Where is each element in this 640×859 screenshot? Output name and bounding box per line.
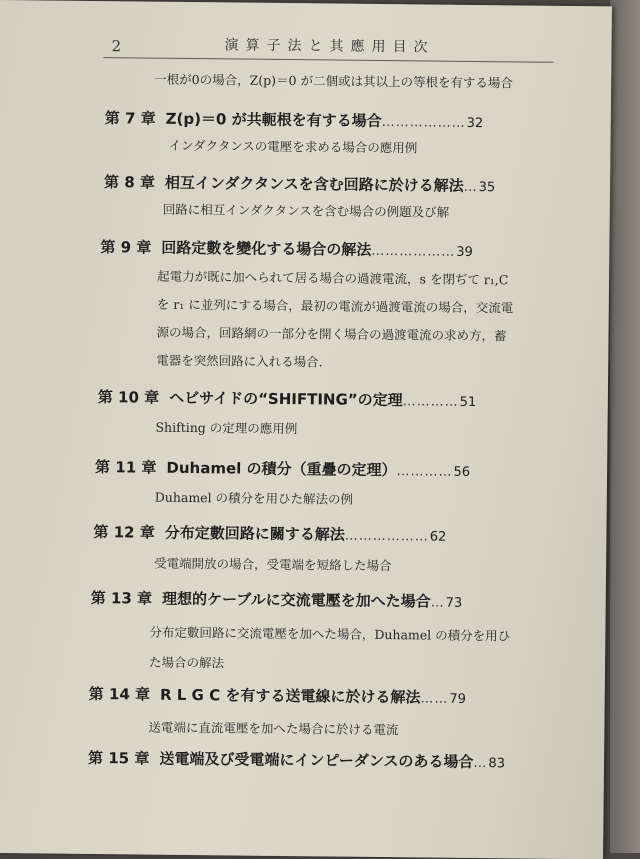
- chapter-title: 相互インダクタンスを含む回路に於ける解法: [164, 173, 464, 195]
- chapter-8-sub-1: 回路に相互インダクタンスを含む場合の例題及び解: [162, 201, 450, 220]
- toc-chapter-9[interactable]: [100, 236, 473, 261]
- chapter-10-sub-1: Shifting の定理の應用例: [155, 419, 298, 437]
- toc-chapter-7[interactable]: [105, 107, 484, 132]
- chapter-title: 送電端及び受電端にインピーダンスのある場合: [159, 749, 474, 771]
- chapter-title: R L G C を有する送電線に於ける解法: [159, 685, 421, 707]
- chapter-label: 第 7 章: [104, 109, 156, 128]
- chapter-title: 分布定數回路に關する解法: [164, 523, 345, 544]
- chapter-9-sub-2: を r₁ に並列にする場合，最初の電流が過渡電流の場合，交流電: [156, 296, 514, 316]
- chapter-page: 32: [466, 115, 484, 132]
- leader-dots: ………………: [344, 528, 429, 545]
- chapter-label: 第 8 章: [104, 173, 156, 192]
- chapter-title: 理想的ケーブルに交流電壓を加へた場合: [161, 589, 431, 611]
- chapter-13-sub-1: 分布定數回路に交流電壓を加へた場合，Duhamel の積分を用ひ: [149, 624, 511, 644]
- chapter-page: 39: [456, 244, 473, 260]
- leader-dots: …: [473, 756, 488, 772]
- chapter-page: 51: [459, 394, 477, 411]
- chapter-label: 第 11 章: [95, 458, 157, 477]
- page-number: 2: [111, 37, 122, 56]
- chapter-title: Z(p)＝0 が共軛根を有する場合: [165, 109, 382, 131]
- leader-dots: ………………: [381, 115, 466, 131]
- leader-dots: ………………: [371, 243, 456, 260]
- running-title: 演算子法と其應用目次: [224, 37, 435, 56]
- toc-chapter-12[interactable]: [93, 521, 446, 546]
- chapter-9-sub-4: 電器を突然回路に入れる場合．: [156, 352, 332, 370]
- leader-dots: …: [463, 179, 478, 196]
- chapter-12-sub-1: 受電端開放の場合，受電端を短絡した場合: [154, 555, 392, 574]
- leader-dots: ……: [420, 691, 449, 707]
- chapter-label: 第 15 章: [87, 748, 150, 768]
- chapter-title: 回路定數を變化する場合の解法: [161, 238, 372, 259]
- chapter-label: 第 14 章: [88, 684, 151, 704]
- chapter-page: 79: [449, 691, 466, 707]
- chapter-page: 83: [488, 756, 506, 772]
- chapter-page: 73: [445, 595, 463, 611]
- toc-chapter-14[interactable]: [89, 683, 466, 708]
- toc-chapter-13[interactable]: [91, 587, 463, 612]
- chapter-page: 56: [453, 464, 471, 480]
- chapter-13-sub-2: た場合の解法: [148, 654, 225, 671]
- chapter-page: 35: [478, 180, 496, 196]
- chapter-9-sub-3: 源の場合，回路網の一部分を開く場合の過渡電流の求め方，蓄: [156, 324, 507, 344]
- chapter-title: Duhamel の積分（重疊の定理）: [166, 458, 397, 480]
- leader-dots: …: [430, 595, 445, 611]
- toc-chapter-11[interactable]: [95, 456, 470, 481]
- chapter-9-sub-1: 起電力が既に加へられて居る場合の過渡電流，s を閉ぢて r₁,C: [157, 268, 509, 288]
- toc-chapter-15[interactable]: [88, 747, 505, 772]
- chapter-title: ヘビサイドの“SHIFTING”の定理: [169, 388, 403, 410]
- chapter-page: 62: [429, 529, 447, 545]
- toc-chapter-10[interactable]: [98, 386, 477, 411]
- adjacent-page-edge: [610, 0, 640, 853]
- chapter-14-sub-1: 送電端に直流電壓を加へた場合に於ける電流: [148, 719, 399, 738]
- chapter-label: 第 10 章: [97, 388, 160, 407]
- chapter-11-sub-1: Duhamel の積分を用ひた解法の例: [154, 489, 354, 507]
- chapter-label: 第 9 章: [100, 238, 152, 257]
- leader-dots: …………: [396, 464, 453, 480]
- header-rule: [103, 57, 553, 63]
- continuation-line: 一根が0の場合，Z(p)＝0 が二個或は其以上の等根を有する場合: [154, 71, 514, 91]
- toc-chapter-8[interactable]: [104, 171, 495, 196]
- leader-dots: …………: [402, 394, 459, 410]
- chapter-label: 第 13 章: [90, 588, 153, 608]
- running-head: [0, 30, 600, 58]
- chapter-label: 第 12 章: [93, 523, 155, 542]
- chapter-7-sub-1: インダクタンスの電壓を求める場合の應用例: [168, 137, 418, 156]
